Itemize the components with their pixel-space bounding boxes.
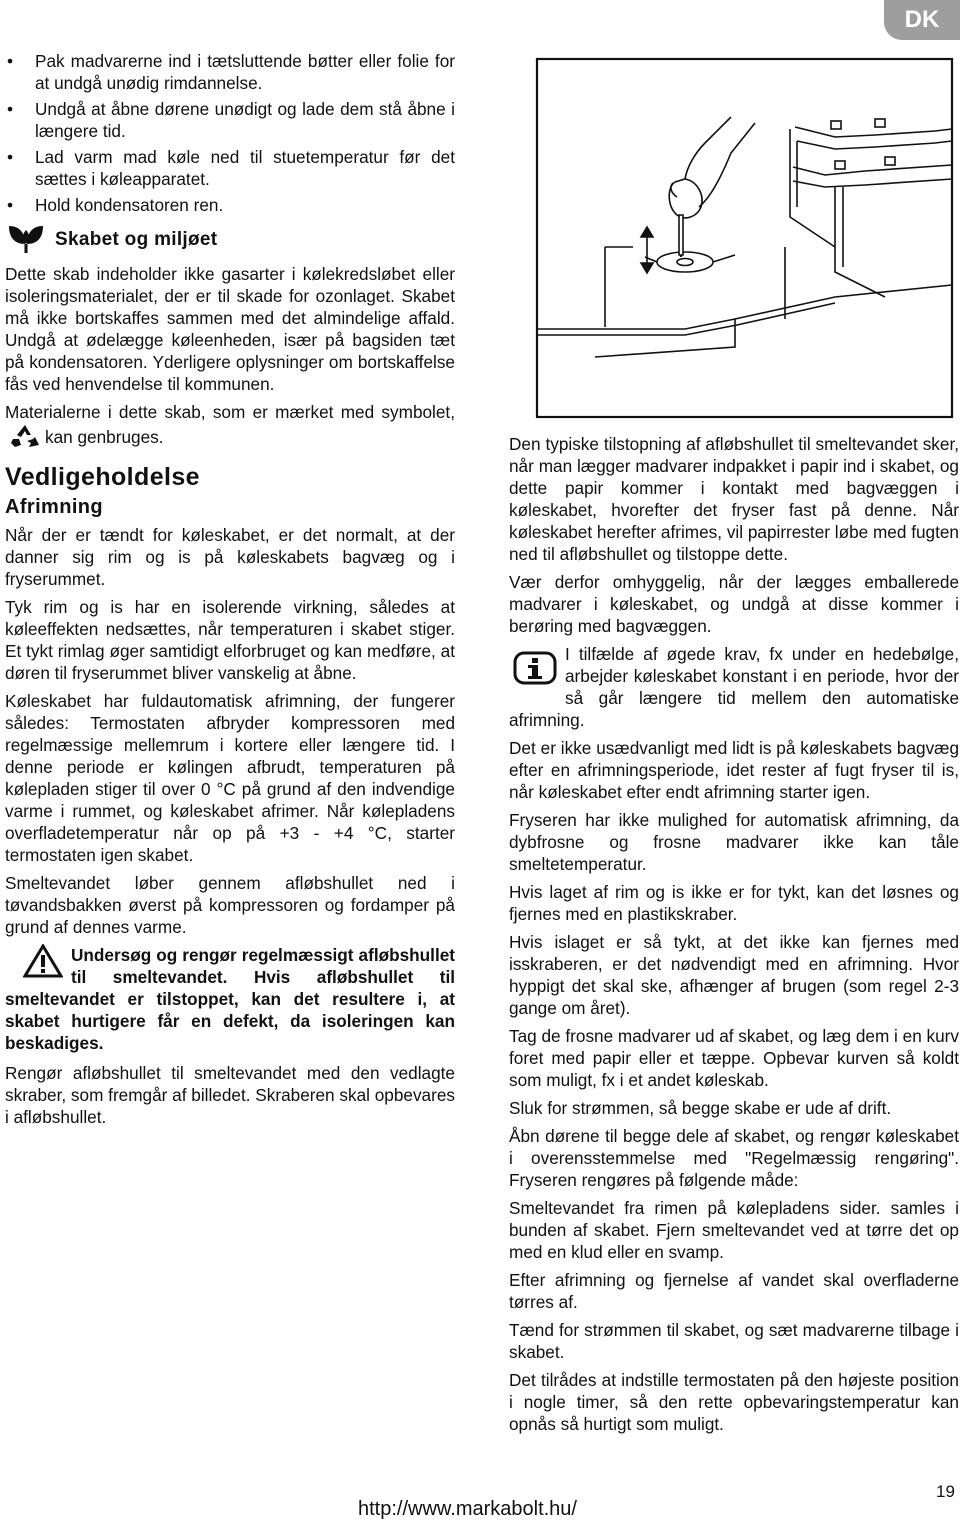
environment-leaf-icon: [5, 220, 47, 259]
maintenance-heading: Vedligeholdelse: [5, 463, 200, 491]
language-badge: DK: [884, 0, 960, 40]
paragraph: Det er ikke usædvanligt med lidt is på køleskabets bagvæg efter en afrimningsperiode, idet rester af fugt fryser til is, når køleskabet efter endt afrimning starter igen.: [509, 738, 959, 802]
paragraph: Smeltevandet fra rimen på kølepladens sider. samles i bunden af skabet. Fjern smeltevandet ved at tørre det op med en klud eller en svamp.: [509, 1198, 959, 1262]
paragraph: Når der er tændt for køleskabet, er det normalt, at der danner sig rim og is på køleskabets bagvæg og i fryserummet.: [5, 525, 455, 589]
paragraph: Hvis laget af rim og is ikke er for tykt, kan det løsnes og fjernes med en plastikskraber.: [509, 882, 959, 924]
defrost-heading: Afrimning: [5, 496, 104, 518]
footer-url: http://www.markabolt.hu/: [358, 1498, 577, 1520]
paragraph: Tag de frosne madvarer ud af skabet, og læg dem i en kurv foret med papir eller et tæppe. Opbevar kurven så koldt som muligt, fx i et andet køleskab.: [509, 1026, 959, 1090]
environment-heading-row: [5, 220, 455, 259]
paragraph: Det tilrådes at indstille termostaten på den højeste position i nogle timer, så den rette opbevaringstemperatur kan opnås så hurtigt som muligt.: [509, 1370, 959, 1434]
info-icon: [513, 651, 557, 690]
list-item: • Pak madvarerne ind i tætsluttende bøtter eller folie for at undgå unødig rimdannelse.: [7, 51, 455, 93]
environment-text: Dette skab indeholder ikke gasarter i kølekredsløbet eller isoleringsmaterialet, der er til skade for ozonlaget. Skabet må ikke bortskaffes sammen med det almindelige affald. Undgå at ødelægge køleenheden, især på bagsiden tæt på kondensatoren. Yderligere oplysninger om bortskaffelse fås ved henvendelse til kommunen.: [5, 264, 455, 394]
environment-heading: Skabet og miljøet: [55, 228, 218, 250]
recycle-text: Materialerne i dette skab, som er mærket med symbolet, kan genbruges.: [5, 401, 455, 454]
paragraph: Efter afrimning og fjernelse af vandet skal overfladerne tørres af.: [509, 1270, 959, 1312]
paragraph: Vær derfor omhyggelig, når der lægges emballerede madvarer i køleskabet, og undgå at disse kommer i berøring med bagvæggen.: [509, 572, 959, 636]
paragraph: Tænd for strømmen til skabet, og sæt madvarerne tilbage i skabet.: [509, 1320, 959, 1362]
paragraph: Køleskabet har fuldautomatisk afrimning, der fungerer således: Termostaten afbryder kompressoren med regelmæssige mellemrum i kortere eller længere tid. I denne periode er kølingen afbrudt, temperaturen på kølepladen stiger til over 0 °C på grund af den indvendige varme i rummet, og køleskabet afrimer. Når kølepladens overfladetemperatur når op på +3 - +4 °C, starter termostaten igen skabet.: [5, 691, 455, 865]
list-item: • Lad varm mad køle ned til stuetemperatur før det sættes i køleapparatet.: [7, 147, 455, 189]
paragraph: Smeltevandet løber gennem afløbshullet ned i tøvandsbakken øverst på kompressoren og fordamper på grund af dennes varme.: [5, 873, 455, 937]
left-column: [5, 50, 455, 1134]
paragraph: Tyk rim og is har en isolerende virkning, således at køleeffekten nedsættes, når temperaturen i skabet stiger. Et tykt rimlag øger samtidigt elforbruget og kan medføre, at døren til fryserummet bliver vanskelig at åbne.: [5, 597, 455, 683]
warning-block: Undersøg og rengør regelmæssigt afløbshullet til smeltevandet. Hvis afløbshullet til smeltevandet er tilstoppet, kan det resultere i, at skabet hurtigere får en defekt, da isoleringen kan beskadiges.: [5, 945, 455, 1053]
paragraph: Sluk for strømmen, så begge skabe er ude af drift.: [509, 1098, 892, 1118]
warning-icon: [23, 944, 63, 983]
page-number: 19: [936, 1482, 955, 1501]
paragraph: Den typiske tilstopning af afløbshullet til smeltevandet sker, når man lægger madvarer indpakket i papir ind i skabet, og dette papir kommer i kontakt med bagvæggen i køleskabet, hvorefter det fryser fast på denne. Når køleskabet herefter afrimes, vil papirrester løbe med fugten ned til afløbshullet og tilstoppe dette.: [509, 434, 959, 564]
drain-hole-illustration: [535, 57, 955, 419]
list-item: • Undgå at åbne dørene unødigt og lade dem stå åbne i længere tid.: [7, 99, 455, 141]
right-column: [509, 433, 959, 1441]
info-block: I tilfælde af øgede krav, fx under en hedebølge, arbejder køleskabet konstant i en periode, hvor der så går længere tid mellem den automatiske afrimning.: [509, 644, 959, 730]
list-item: • Hold kondensatoren ren.: [7, 195, 224, 215]
paragraph: Hvis islaget er så tykt, at det ikke kan fjernes med isskraberen, er det nødvendigt med en afrimning. Hvor hyppigt det skal ske, afhænger af brugen (som regel 2-3 gange om året).: [509, 932, 959, 1018]
recycle-icon: [9, 423, 41, 454]
paragraph: Åbn dørene til begge dele af skabet, og rengør køleskabet i overensstemmelse med "Regelmæssig rengøring". Fryseren rengøres på følgende måde:: [509, 1126, 959, 1190]
paragraph: Fryseren har ikke mulighed for automatisk afrimning, da dybfrosne og frosne madvarer ikke kan tåle smeltetemperatur.: [509, 810, 959, 874]
tips-list: [5, 50, 455, 216]
paragraph: Rengør afløbshullet til smeltevandet med den vedlagte skraber, som fremgår af billedet. Skraberen skal opbevares i afløbshullet.: [5, 1063, 455, 1127]
